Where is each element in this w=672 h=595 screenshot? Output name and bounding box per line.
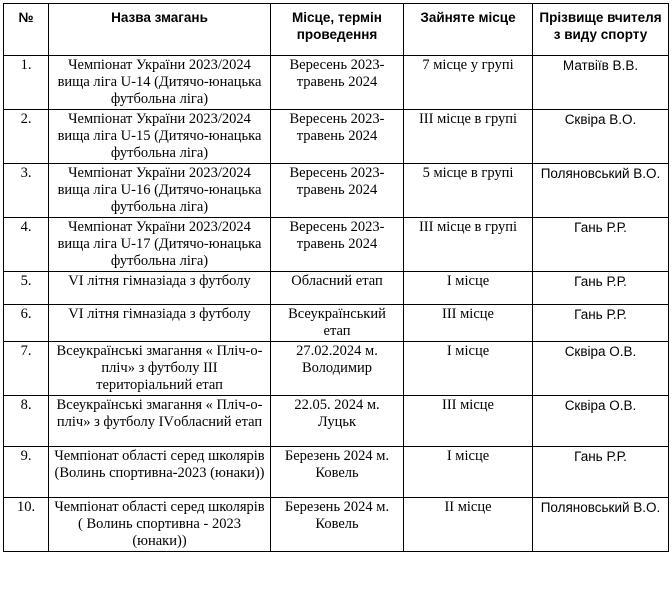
- table-row: [4, 272, 669, 305]
- header-result: Зайняте місце: [404, 4, 533, 56]
- row-teacher: Сквіра В.О.: [533, 110, 669, 164]
- competitions-table: [3, 3, 669, 552]
- table-row: [4, 218, 669, 272]
- row-num: 8.: [4, 396, 49, 447]
- row-name: Чемпіонат області серед школярів ( Волинь спортивна - 2023 (юнаки)): [49, 498, 271, 552]
- table-row: [4, 164, 669, 218]
- row-teacher: Гань Р.Р.: [533, 218, 669, 272]
- header-num: №: [4, 4, 49, 56]
- header-place: Місце, термін проведення: [271, 4, 404, 56]
- row-result: 5 місце в групі: [404, 164, 533, 218]
- row-num: 2.: [4, 110, 49, 164]
- row-teacher: Поляновський В.О.: [533, 164, 669, 218]
- row-result: ІІІ місце: [404, 305, 533, 342]
- row-num: 5.: [4, 272, 49, 305]
- table-row: [4, 447, 669, 498]
- row-name: VІ літня гімназіада з футболу: [49, 305, 271, 342]
- table-row: [4, 110, 669, 164]
- row-name: Чемпіонат України 2023/2024 вища ліга U-16 (Дитячо-юнацька футбольна ліга): [49, 164, 271, 218]
- table-row: [4, 305, 669, 342]
- row-place: Вересень 2023-травень 2024: [271, 110, 404, 164]
- row-name: VІ літня гімназіада з футболу: [49, 272, 271, 305]
- row-result: ІІІ місце в групі: [404, 218, 533, 272]
- row-place: Вересень 2023-травень 2024: [271, 164, 404, 218]
- row-result: І місце: [404, 272, 533, 305]
- table-row: [4, 498, 669, 552]
- row-place: Березень 2024 м. Ковель: [271, 498, 404, 552]
- row-teacher: Гань Р.Р.: [533, 305, 669, 342]
- table-row: [4, 56, 669, 110]
- row-place: Березень 2024 м. Ковель: [271, 447, 404, 498]
- row-result: 7 місце у групі: [404, 56, 533, 110]
- row-name: Чемпіонат України 2023/2024 вища ліга U-14 (Дитячо-юнацька футбольна ліга): [49, 56, 271, 110]
- row-num: 3.: [4, 164, 49, 218]
- row-teacher: Гань Р.Р.: [533, 447, 669, 498]
- row-place: 27.02.2024 м. Володимир: [271, 342, 404, 396]
- row-result: І місце: [404, 447, 533, 498]
- row-num: 10.: [4, 498, 49, 552]
- table-row: [4, 396, 669, 447]
- row-name: Чемпіонат України 2023/2024 вища ліга U-17 (Дитячо-юнацька футбольна ліга): [49, 218, 271, 272]
- row-result: І місце: [404, 342, 533, 396]
- row-place: Вересень 2023-травень 2024: [271, 56, 404, 110]
- row-num: 6.: [4, 305, 49, 342]
- table-row: [4, 342, 669, 396]
- row-name: Чемпіонат України 2023/2024 вища ліга U-15 (Дитячо-юнацька футбольна ліга): [49, 110, 271, 164]
- row-result: ІІ місце: [404, 498, 533, 552]
- row-teacher: Сквіра О.В.: [533, 342, 669, 396]
- row-teacher: Матвіїв В.В.: [533, 56, 669, 110]
- row-place: Вересень 2023-травень 2024: [271, 218, 404, 272]
- row-num: 7.: [4, 342, 49, 396]
- row-place: Всеукраїнський етап: [271, 305, 404, 342]
- row-place: 22.05. 2024 м. Луцьк: [271, 396, 404, 447]
- row-teacher: Поляновський В.О.: [533, 498, 669, 552]
- header-name: Назва змагань: [49, 4, 271, 56]
- row-num: 9.: [4, 447, 49, 498]
- row-name: Всеукраїнські змагання « Пліч-о-пліч» з футболу ІVобласний етап: [49, 396, 271, 447]
- row-teacher: Сквіра О.В.: [533, 396, 669, 447]
- row-num: 1.: [4, 56, 49, 110]
- row-result: ІІІ місце: [404, 396, 533, 447]
- header-row: [4, 4, 669, 56]
- row-result: ІІІ місце в групі: [404, 110, 533, 164]
- row-teacher: Гань Р.Р.: [533, 272, 669, 305]
- row-num: 4.: [4, 218, 49, 272]
- row-name: Чемпіонат області серед школярів (Волинь спортивна-2023 (юнаки)): [49, 447, 271, 498]
- header-teacher: Прізвище вчителя з виду спорту: [533, 4, 669, 56]
- row-name: Всеукраїнські змагання « Пліч-о-пліч» з футболу ІІІ територіальний етап: [49, 342, 271, 396]
- row-place: Обласний етап: [271, 272, 404, 305]
